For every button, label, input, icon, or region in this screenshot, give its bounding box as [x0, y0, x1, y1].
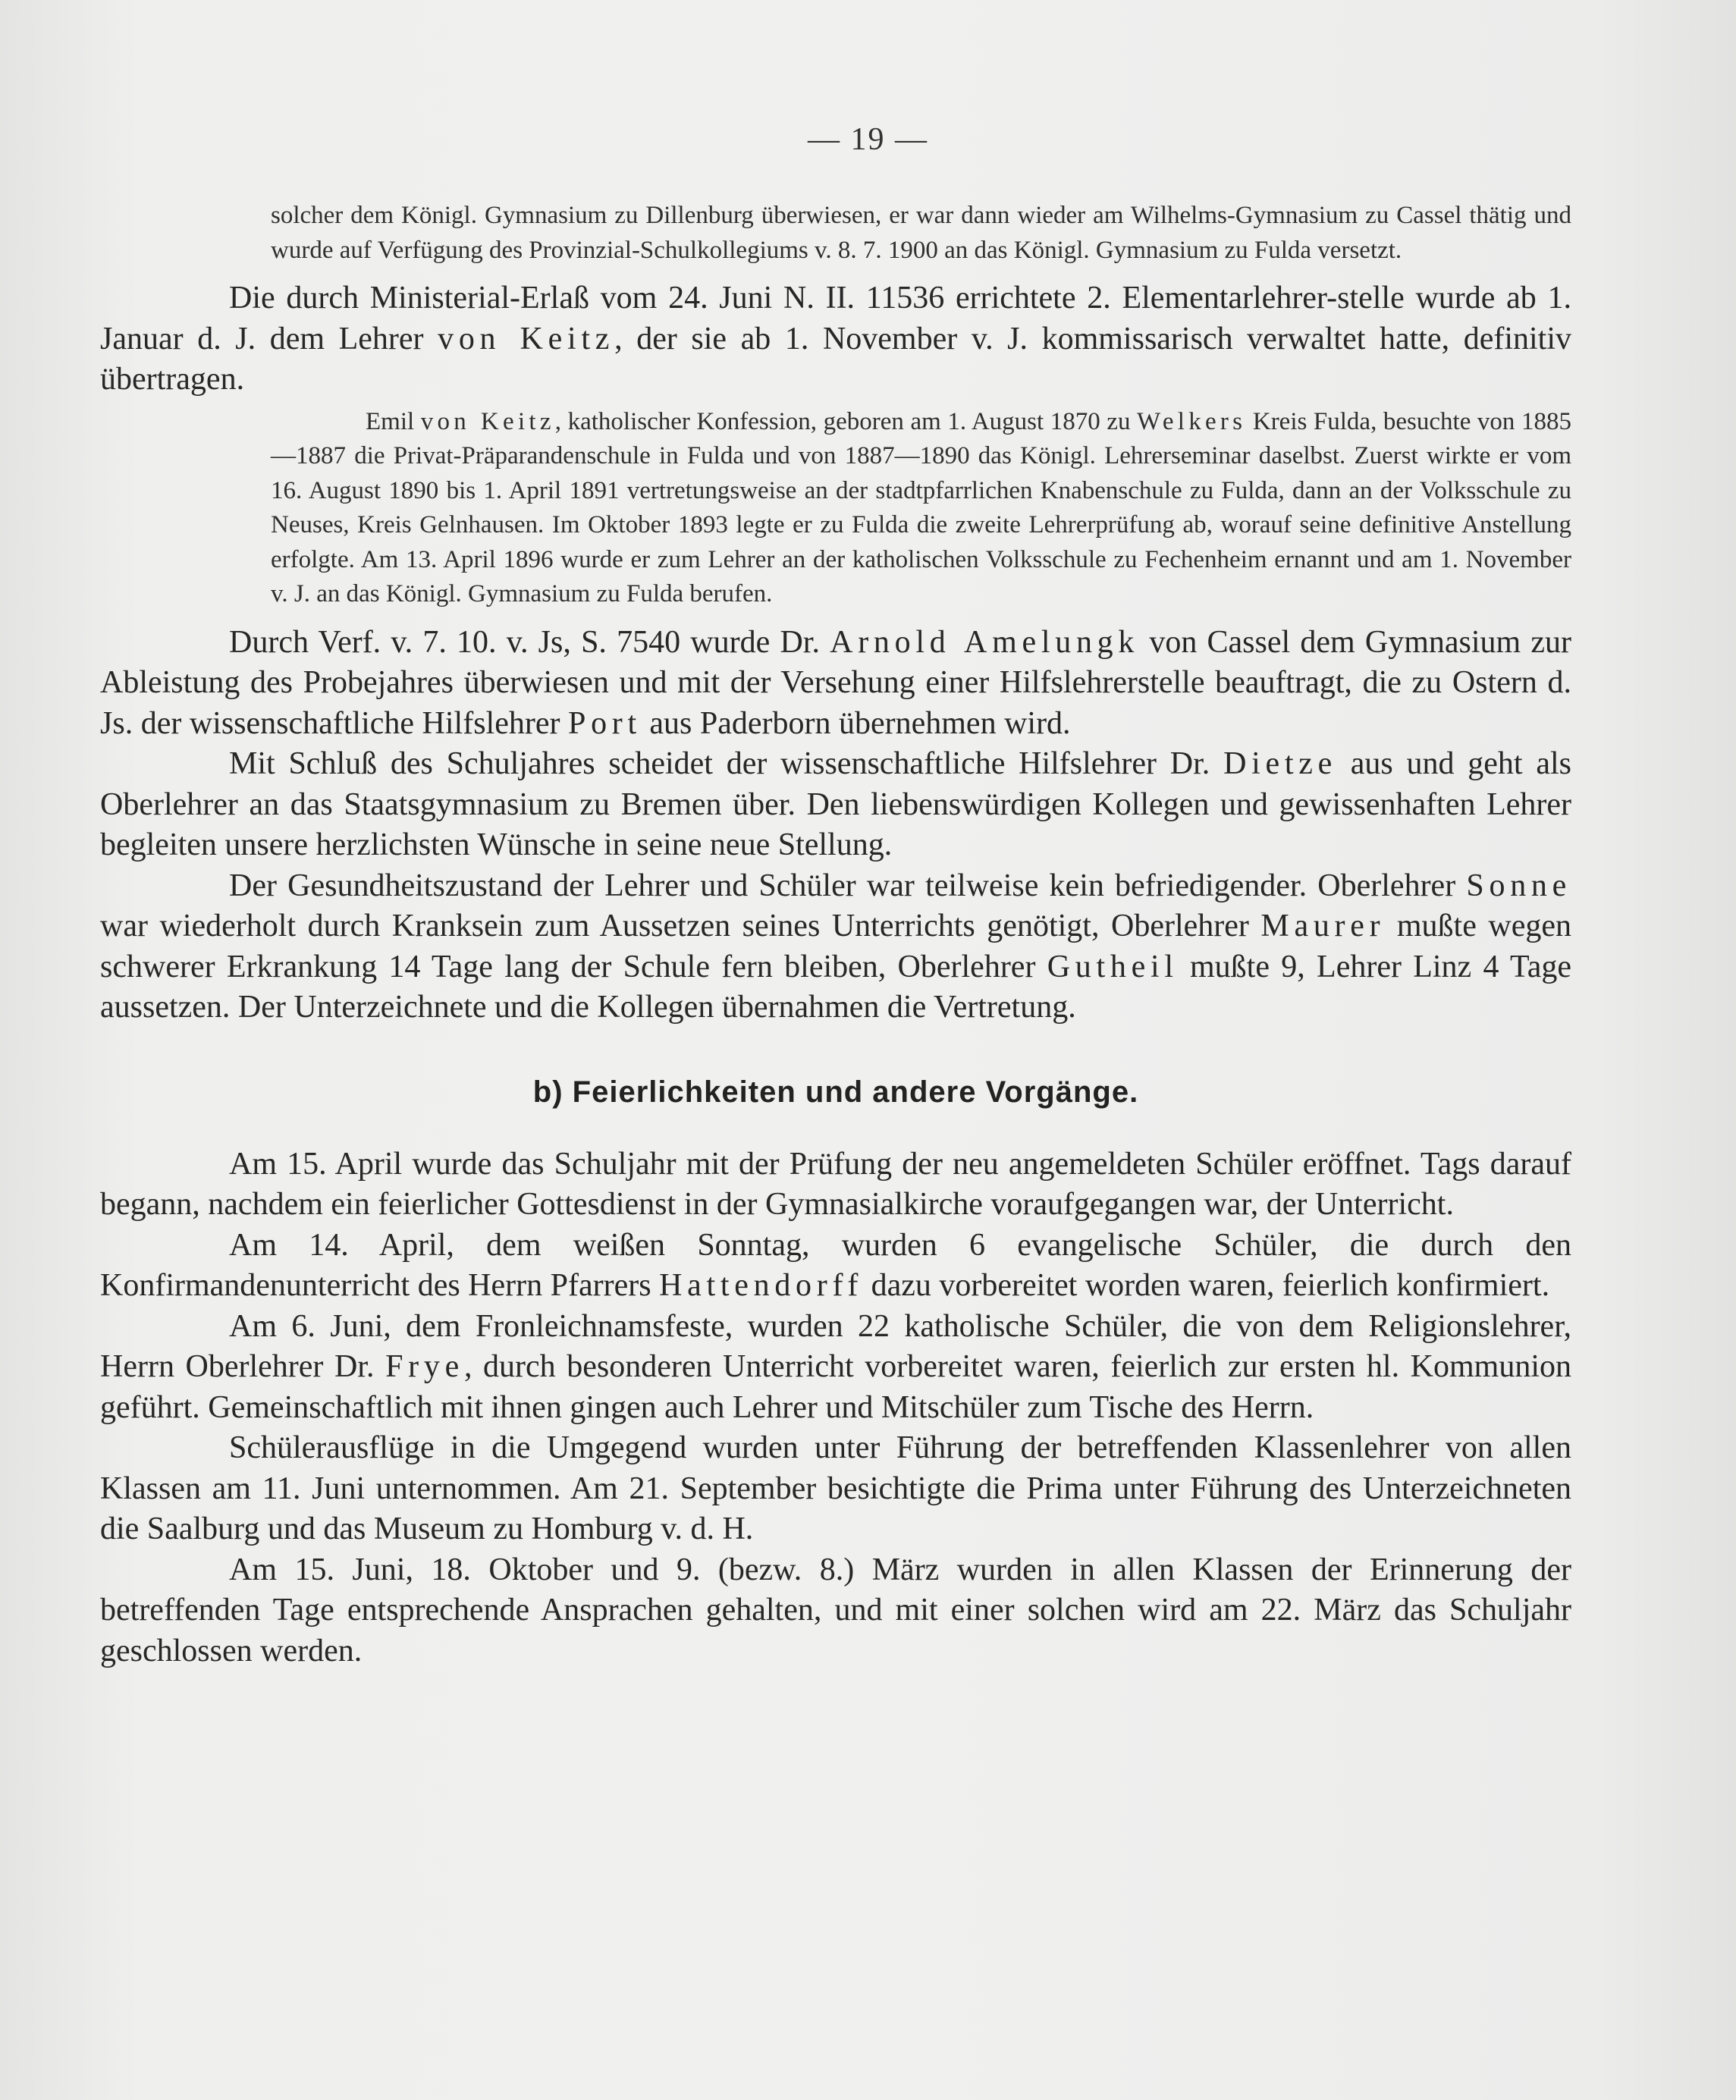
person-name: Dietze	[1223, 746, 1337, 781]
person-name: Frye	[385, 1349, 464, 1384]
text-segment: mußte wegen schwerer Erkrankung 14 Tage lang der Schule fern bleiben, Oberlehrer	[100, 909, 1571, 984]
paragraph-departure	[100, 744, 1571, 866]
person-name: Port	[567, 705, 642, 741]
paragraph-biography	[100, 405, 1571, 612]
text-segment: Am 14. April, dem weißen Sonntag, wurden 6 evangelische Schüler, die durch den Konfirmandenunterricht des Herrn Pfarrers	[100, 1227, 1571, 1303]
paragraph-probation-year	[100, 623, 1571, 745]
section-heading: b) Feierlichkeiten und andere Vorgänge.	[532, 1075, 1139, 1109]
text-segment: von Cassel dem Gymnasium zur Ableistung des Probejahres überwiesen und mit der Versehung einer Hilfslehrerstelle beauftragt, die zu Ostern d. Js. der wissenschaftliche Hilfslehrer	[100, 624, 1572, 741]
paragraph-elementary-teacher	[100, 278, 1571, 400]
person-name: Arnold Amelungk	[830, 624, 1140, 660]
person-name: von Keitz	[420, 407, 555, 435]
text-segment: Die durch Ministerial-Erlaß vom 24. Juni N. II. 11536 errichtete 2. Elementarlehrer-stelle wurde ab 1. Januar d. J. dem Lehrer	[100, 281, 1571, 356]
page-number: — 19 —	[808, 122, 928, 157]
text-segment: Durch Verf. v. 7. 10. v. Js, S. 7540 wurde Dr.	[229, 624, 830, 660]
paragraph-communion	[100, 1307, 1571, 1429]
paragraph-excursions: Schülerausflüge in die Umgegend wurden unter Führung der betreffenden Klassenlehrer von allen Klassen am 11. Juni unternommen. Am 21. September besichtigte die Prima unter Führung des Unterzeichneten die Saalburg und das Museum zu Homburg v. d. H.	[100, 1430, 1571, 1546]
text-segment: , durch besonderen Unterricht vorbereitet waren, feierlich zur ersten hl. Kommunion geführt. Gemeinschaftlich mit ihnen gingen auch Lehrer und Mitschüler zum Tische des Herrn.	[100, 1349, 1571, 1425]
text-segment: war wiederholt durch Kranksein zum Aussetzen seines Unterrichts genötigt, Oberlehrer	[100, 909, 1261, 943]
text-segment: Emil	[366, 407, 421, 435]
paragraph-confirmation	[100, 1226, 1571, 1307]
text-segment: dazu vorbereitet worden waren, feierlich konfirmiert.	[863, 1268, 1550, 1303]
person-name: Sonne	[1466, 868, 1571, 903]
text-segment: aus und geht als Oberlehrer an das Staatsgymnasium zu Bremen über. Den liebenswürdigen Kollegen und gewissenhaften Lehrer begleiten unsere herzlichsten Wünsche in seine neue Stellung.	[100, 746, 1572, 862]
paragraph-school-year-start: Am 15. April wurde das Schuljahr mit der Prüfung der neu angemeldeten Schüler eröffnet. Tags darauf begann, nachdem ein feierlicher Gottesdienst in der Gymnasialkirche voraufgegangen war, der Unterricht.	[100, 1146, 1571, 1222]
place-name: Welkers	[1137, 407, 1247, 435]
text-segment: mußte 9, Lehrer Linz 4 Tage aussetzen. Der Unterzeichnete und die Kollegen übernahmen die Vertretung.	[100, 949, 1571, 1025]
text-segment: Am 6. Juni, dem Fronleichnamsfeste, wurden 22 katholische Schüler, die von dem Religionslehrer, Herrn Oberlehrer Dr.	[100, 1308, 1571, 1384]
paragraph-health	[100, 866, 1571, 1028]
text-segment: , der sie ab 1. November v. J. kommissarisch verwaltet hatte, definitiv übertragen.	[100, 321, 1571, 397]
text-segment: Mit Schluß des Schuljahres scheidet der wissenschaftliche Hilfslehrer Dr.	[229, 746, 1224, 781]
text-segment: , katholischer Konfession, geboren am 1. August 1870 zu	[554, 407, 1138, 435]
paragraph-commemorations: Am 15. Juni, 18. Oktober und 9. (bezw. 8.) März wurden in allen Klassen der Erinnerung der betreffenden Tage entsprechende Ansprachen gehalten, und mit einer solchen wird am 22. März das Schuljahr geschlossen werden.	[100, 1552, 1571, 1668]
person-name: von Keitz	[438, 321, 615, 356]
page-body	[100, 199, 1571, 1672]
person-name: Maurer	[1260, 909, 1386, 943]
text-segment: Kreis Fulda, besuchte von 1885—1887 die Privat-Präparandenschule in Fulda und von 1887—1890 das Königl. Lehrerseminar daselbst. Zuerst wirkte er vom 16. August 1890 bis 1. April 1891 vertretungsweise an der stadtpfarrlichen Knabenschule zu Fulda, dann an der Volksschule zu Neuses, Kreis Gelnhausen. Im Oktober 1893 legte er zu Fulda die zweite Lehrerprüfung ab, worauf seine definitive Anstellung erfolgte. Am 13. April 1896 wurde er zum Lehrer an der katholischen Volksschule zu Fechenheim ernannt und am 1. November v. J. an das Königl. Gymnasium zu Fulda berufen.	[271, 407, 1571, 607]
paragraph-transfer-note: solcher dem Königl. Gymnasium zu Dillenburg überwiesen, er war dann wieder am Wilhelms-Gymnasium zu Cassel thätig und wurde auf Verfügung des Provinzial-Schulkollegiums v. 8. 7. 1900 an das Königl. Gymnasium zu Fulda versetzt.	[271, 202, 1571, 264]
text-segment: aus Paderborn übernehmen wird.	[641, 705, 1071, 741]
text-segment: Der Gesundheitszustand der Lehrer und Schüler war teilweise kein befriedigender. Oberlehrer	[229, 868, 1467, 903]
person-name: Hattendorff	[659, 1268, 864, 1303]
person-name: Gutheil	[1047, 949, 1179, 984]
